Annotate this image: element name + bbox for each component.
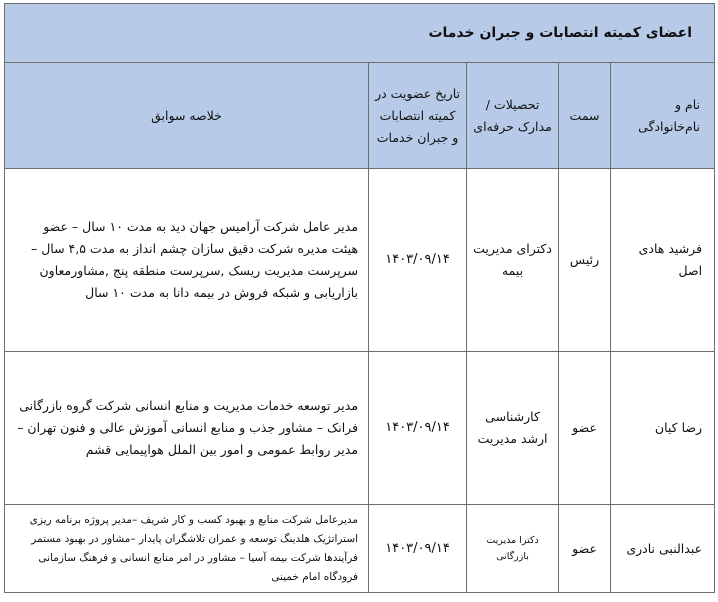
title-row	[5, 4, 715, 63]
member-education: دکترای مدیریت بیمه	[467, 169, 559, 352]
member-name: عبدالنبی نادری	[611, 505, 715, 593]
header-row	[5, 63, 715, 169]
header-education: تحصیلات / مدارک حرفه‌ای	[467, 63, 559, 169]
header-summary: خلاصه سوابق	[5, 63, 369, 169]
member-name: رضا کیان	[611, 352, 715, 505]
committee-table	[4, 3, 715, 593]
committee-members-document	[4, 3, 714, 593]
member-date: ۱۴۰۳/۰۹/۱۴	[369, 505, 467, 593]
member-education: دکترا مدیریت بازرگانی	[467, 505, 559, 593]
table-row	[5, 505, 715, 593]
table-row	[5, 169, 715, 352]
member-name: فرشید هادی اصل	[611, 169, 715, 352]
member-date: ۱۴۰۳/۰۹/۱۴	[369, 352, 467, 505]
table-row	[5, 352, 715, 505]
header-name: نام و نام‌خانوادگی	[611, 63, 715, 169]
member-position: عضو	[559, 352, 611, 505]
member-education: کارشناسی ارشد مدیریت	[467, 352, 559, 505]
member-position: رئیس	[559, 169, 611, 352]
member-summary: مدیر عامل شرکت آرامیس جهان دید به مدت ۱۰ سال – عضو هیئت مدیره شرکت دقیق سازان چشم انداز به مدت ۴,۵ سال – سرپرست مدیریت ریسک ,سرپرست منطقه پنج ,مشاورمعاون بازاریابی و شبکه فروش در بیمه دانا به مدت ۱۰ سال	[5, 169, 369, 352]
member-summary: مدیرعامل شرکت منابع و بهبود کسب و کار شریف –مدیر پروژه برنامه ریزی استراتژیک هلدینگ توسعه و عمران تلاشگران پایدار –مشاور در بهبود مستمر فرآیندها شرکت بیمه آسیا – مشاور در امر منابع انسانی و فرهنگ سازمانی فرودگاه امام خمینی	[5, 505, 369, 593]
member-date: ۱۴۰۳/۰۹/۱۴	[369, 169, 467, 352]
header-position: سمت	[559, 63, 611, 169]
member-summary: مدیر توسعه خدمات مدیریت و منابع انسانی شرکت گروه بازرگانی فرانک – مشاور جذب و منابع انسانی آموزش عالی و فنون تهران – مدیر روابط عمومی و امور بین الملل هواپیمایی قشم	[5, 352, 369, 505]
table-title: اعضای کمیته انتصابات و جبران خدمات	[5, 4, 715, 63]
member-position: عضو	[559, 505, 611, 593]
header-membership-date: تاریخ عضویت در کمیته انتصابات و جبران خدمات	[369, 63, 467, 169]
